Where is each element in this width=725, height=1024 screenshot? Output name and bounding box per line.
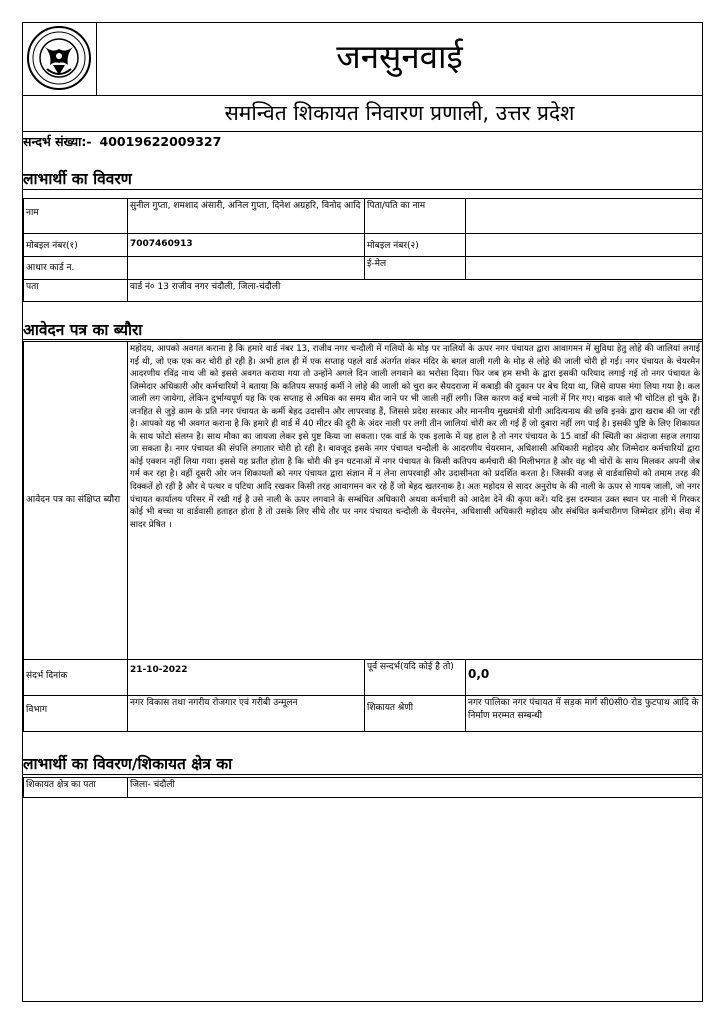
aadhaar-value — [128, 257, 365, 280]
application-table — [23, 341, 703, 732]
beneficiary-table — [23, 198, 703, 302]
department-value: नगर विकास तथा नगरीय रोजगार एवं गरीबी उन्मूलन — [128, 696, 365, 732]
complaint-category-value: नगर पालिका नगर पंचायत में सड़क मार्ग सी0सी0 रोड फुटपाथ आदि के निर्माण मरम्मत सम्बन्धी — [466, 696, 703, 732]
mobile1-value: 7007460913 — [128, 234, 365, 257]
mobile2-label: मोबइल नंबर(२) — [365, 234, 466, 257]
application-section-title: आवेदन पत्र का ब्यौरा — [23, 321, 143, 339]
complaint-area-table — [23, 777, 703, 798]
previous-reference-label: पूर्व सन्दर्भ(यदि कोई है तो) — [365, 660, 466, 696]
page-subtitle: समन्वित शिकायत निवारण प्रणाली, उत्तर प्रदेश — [224, 101, 575, 125]
mobile2-value — [466, 234, 703, 257]
summary-text: महोदय, आपको अवगत कराना है कि हमारे वार्ड नंबर 13, राजीव नगर चन्दौली में गलियों के मोड़ पर नालियों के ऊपर नगर पंचायत द्वारा आवागमन में सुविधा हेतु लोहे की जालियां लगाई गई थी, जो एक एक कर चोरी हो रही है। अभी हाल ही में एक सप्ताह पहले वार्ड अंतर्गत शंकर मंदिर के बगल वाली गली के मोड़ से लोहे की जाली चोरी हो गई। नगर पंचायत के चेयरमैन आदरणीय रविंद्र नाथ जी को इससे अवगत कराया गया तो उन्होंने अगले दिन जाली लगवाने का भरोसा दिया। फिर जब हम सभी के द्वारा इसकी फरियाद लगाई गई तो नगर पंचायत के जिम्मेदार अधिकारी और कर्मचारियों ने बताया कि कतिपय सफाई कर्मी ने लोहे की जाली को चुरा कर सैयदराजा में कबाड़ी की दुकान पर बेच दिया था, जिसे वापस मंगा लिया गया है। कल जाली लग जायेगा, लेकिन दुर्भाग्यपूर्ण यह कि एक सप्ताह से अधिक का समय बीत जाने पर भी जाली नहीं लगी। जिस कारण कई बच्चे नाली में गिर गए। बाइक वाले भी चोटिल हो चुके हैं। जनहित से जुड़े काम के प्रति नगर पंचायत के कर्मी बेहद उदासीन और लापरवाह हैं, जिससे प्रदेश सरकार और माननीय मुख्यमंत्री योगी आदित्यनाथ की छवि इनके द्वारा खराब की जा रही है। आपको यह भी अवगत कराना है कि हमारे ही वार्ड में 40 मीटर की दूरी के अंदर नाली पर लगी तीन जालियां चोरी कर ली गई हैं जो दुबारा नहीं लग पाई है। इसकी पुष्टि के लिए शिकायत के साथ फोटो संलग्न है। साथ मौका का जायजा लेकर इसे पुष्ट किया जा सकता। एक वार्ड के एक इलाके में यह हाल है तो नगर पंचायत के 15 वार्डों की स्थिती का अंदाजा सहज लगाया जा सकता है। नगर पंचायत की संपत्ति लगातार चोरी हो रही है। बावजूद इसके नगर पंचायत चन्दौली के आदरणीय चेयरमान, अधिशासी अधिकारी महोदय और जिम्मेदार कर्मचारियों द्वारा कोई एक्शन नहीं लिया गया। इससे यह प्रतीत होता है कि चोरी की इन घटनाओं में नगर पंचायत के किसी कतिपय कर्मचारी की मिलीभगत है और वह भी चोरों के साथ मिलकर अपनी जेब गर्म कर रहा है। वहीं दूसरी ओर जन शिकायतों को नगर पंचायत द्वारा संज्ञान में न लेना लापरवाही और उदासीनता को प्रदर्शित करता है। जिसकी वजह से वार्डवासियों को तमाम तरह की दिक्कतें हो रही है और वे पत्थर व पटिया आदि रखकर किसी तरह आवागमन कर रहे हैं जो बेहद खतरनाक है। अतः महोदय से सादर अनुरोध के की नाली के ऊपर से गायब जाली, जो नगर पंचायत कार्यालय परिसर में रखी गई है उसे नाली के ऊपर लगवाने के सम्बंधित अधिकारी अथवा कर्मचारी को आदेश देने की कृपा करें। यदि इस दरम्यान उक्त स्थान पर नाली में गिरकर कोई भी बच्चा या वार्डवासी हताहत होता है तो उसके लिए सीधे तौर पर नगर पंचायत चन्दौली के चैयरमेन, अधिशासी अधिकारी महोदय और संबंधित कर्मचारीगण जिम्मेदार होंगे। सेवा में सादर प्रेषित । — [128, 342, 703, 660]
beneficiary-section-title: लाभार्थी का विवरण — [23, 170, 132, 188]
address-label: पता — [24, 280, 128, 302]
address-value: वार्ड नं० 13 राजीव नगर चंदौली, जिला-चंदौली — [128, 280, 703, 302]
reference-value: 40019622009327 — [99, 134, 222, 149]
email-label: ई-मेल — [365, 257, 466, 280]
page-title: जनसुनवाई — [336, 37, 463, 76]
document-frame — [22, 22, 703, 1002]
department-label: विभाग — [24, 696, 128, 732]
email-value — [466, 257, 703, 280]
father-name-label: पिता/पति का नाम — [365, 199, 466, 234]
mobile1-label: मोबइल नंबर(१) — [24, 234, 128, 257]
name-value: सुनील गुप्ता, शमशाद अंसारी, अनिल गुप्ता, दिनेश अग्रहरि, विनोद आदि — [128, 199, 365, 234]
subtitle-row — [23, 95, 702, 132]
complaint-area-address-value: जिला- चंदौली — [128, 778, 703, 798]
father-name-value — [466, 199, 703, 234]
complaint-area-address-label: शिकायत क्षेत्र का पता — [24, 778, 128, 798]
reference-date-value: 21-10-2022 — [128, 660, 365, 696]
name-label: नाम — [24, 199, 128, 234]
summary-label: आवेदन पत्र का संक्षिप्त ब्यौरा — [24, 342, 128, 660]
reference-date-label: संदर्भ दिनांक — [24, 660, 128, 696]
reference-number — [23, 133, 229, 151]
previous-reference-value: 0,0 — [466, 660, 703, 696]
complaint-area-section-title: लाभार्थी का विवरण/शिकायत क्षेत्र का — [23, 755, 233, 773]
aadhaar-label: आधार कार्ड न. — [24, 257, 128, 280]
complaint-category-label: शिकायत श्रेणी — [365, 696, 466, 732]
reference-label: सन्दर्भ संख्या:- — [23, 134, 92, 149]
up-government-seal-logo — [25, 25, 93, 91]
header — [23, 23, 702, 96]
